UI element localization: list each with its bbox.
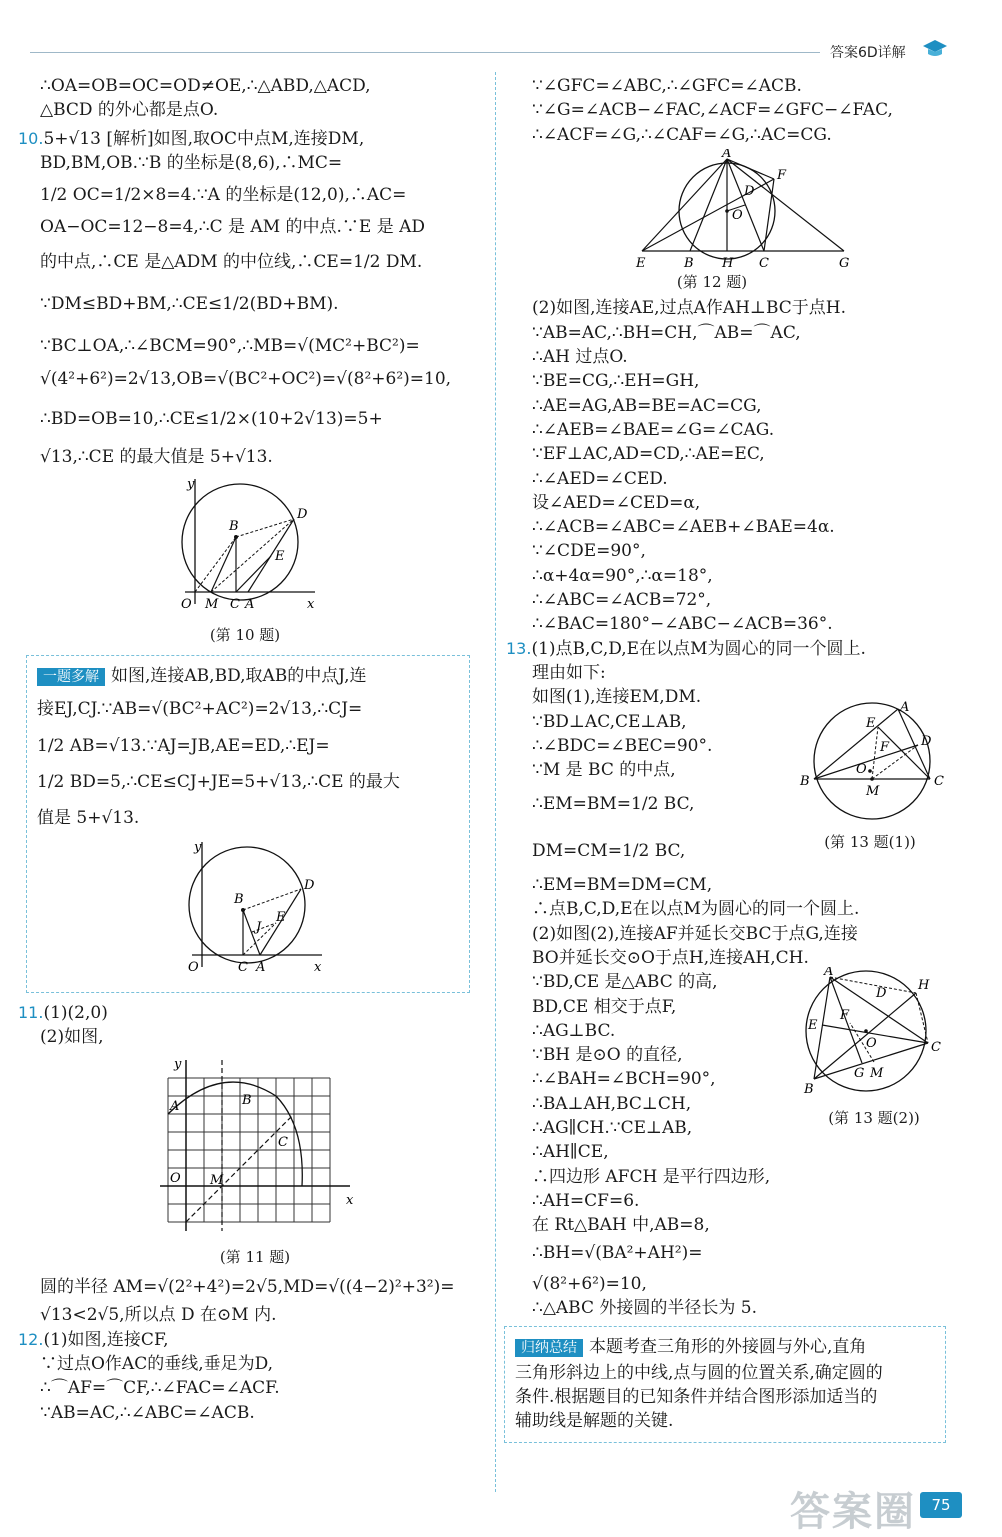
text-line: (2)如图, (40, 1027, 104, 1048)
text-line: ∴⌒AF=⌒CF,∴∠FAC=∠ACF. (40, 1378, 280, 1399)
text-line: ∵BD,CE 是△ABC 的高, (532, 972, 718, 993)
alternative-solution-box (26, 655, 470, 993)
label-d: D (921, 733, 932, 749)
text-line: 如图,连接AB,BD,取AB的中点J,连 (111, 666, 367, 687)
label-o: O (188, 959, 199, 975)
text-line: 1/2 OC=1/2×8=4.∵A 的坐标是(12,0),∴AC= (40, 185, 407, 206)
q9-tail (40, 74, 480, 123)
text-line: √(4²+6²)=2√13,OB=√(BC²+OC²)=√(8²+6²)=10, (40, 368, 452, 389)
box-tag: 归纳总结 (515, 1339, 583, 1357)
text-line: 设∠AED=∠CED=α, (532, 492, 701, 513)
label-y: y (187, 476, 195, 492)
question-number: 12. (18, 1329, 44, 1349)
text-line: ∴点B,C,D,E在以点M为圆心的同一个圆上. (532, 899, 860, 920)
text-line: OA−OC=12−8=4,∴C 是 AM 的中点.∵E 是 AD (40, 217, 426, 238)
text-line: ∵EF⊥AC,AD=CD,∴AE=EC, (532, 444, 765, 465)
label-e: E (808, 1017, 818, 1033)
text-line: ∴EM=BM=1/2 BC, (532, 794, 695, 815)
figure-13-2 (794, 967, 954, 1131)
label-a: A (722, 148, 732, 161)
figure-12 (632, 149, 952, 295)
question-number: 11. (18, 1002, 44, 1022)
label-b: B (800, 773, 810, 789)
text-line: ∵DM≤BD+BM,∴CE≤1/2(BD+BM). (40, 294, 339, 315)
text-line: 值是 5+√13. (37, 808, 140, 829)
text-line: ∵∠G=∠ACB−∠FAC,∠ACF=∠GFC−∠FAC, (532, 100, 893, 121)
label-d: D (304, 877, 315, 893)
text-line: ∵AB=AC,∴∠ABC=∠ACB. (40, 1402, 255, 1423)
label-f: F (880, 739, 890, 755)
label-o: O (732, 207, 743, 223)
text-line: 圆的半径 AM=√(2²+4²)=2√5,MD=√((4−2)²+3²)= (40, 1277, 455, 1298)
text-line: ∴EM=BM=DM=CM, (532, 875, 713, 896)
text-line: 三角形斜边上的中线,点与圆的位置关系,确定圆的 (515, 1362, 883, 1383)
text-line: ∴∠AEB=∠BAE=∠G=∠CAG. (532, 419, 775, 440)
graduation-cap-icon (922, 38, 948, 60)
text-line: ∴AH=CF=6. (532, 1190, 640, 1211)
text-line: ∵M 是 BC 的中点, (532, 760, 676, 781)
text-line: 辅助线是解题的关键. (515, 1411, 674, 1432)
label-e: E (866, 715, 876, 731)
figure-11-svg (150, 1056, 360, 1236)
label-y: y (194, 839, 202, 855)
page-number: 75 (920, 1492, 962, 1518)
text-line: ∴∠BAC=180°−∠ABC−∠ACB=36°. (532, 614, 833, 635)
box-tag: 一题多解 (37, 668, 105, 686)
label-b: B (234, 891, 244, 907)
label-m: M (205, 596, 219, 612)
figure-13-1 (790, 701, 950, 855)
text-line: BD,CE 相交于点F, (532, 996, 677, 1017)
label-a: A (245, 596, 255, 612)
label-d: D (876, 985, 887, 1001)
label-j: J (256, 919, 262, 935)
text-line: ∵BD⊥AC,CE⊥AB, (532, 711, 687, 732)
text-line: BO并延长交⊙O于点H,连接AH,CH. (532, 947, 809, 968)
text-line: ∴四边形 AFCH 是平行四边形, (532, 1166, 771, 1187)
label-g: G (839, 255, 850, 269)
label-c: C (934, 773, 944, 789)
label-c: C (759, 255, 769, 269)
label-b: B (229, 518, 239, 534)
label-x: x (307, 596, 315, 612)
figure-12-svg (632, 149, 862, 269)
q10 (18, 127, 480, 470)
text-line: 1/2 BD=5,∴CE≤CJ+JE=5+√13,∴CE 的最大 (37, 772, 400, 793)
text-line: ∴OA=OB=OC=OD≠OE,∴△ABD,△ACD, (40, 76, 371, 96)
text-line: ∴AG⊥BC. (532, 1020, 616, 1041)
label-f: F (777, 167, 787, 183)
summary-box (504, 1326, 946, 1442)
text-line: √(8²+6²)=10, (532, 1273, 647, 1294)
label-c: C (238, 959, 248, 975)
text-line: ∴AH∥CE, (532, 1142, 609, 1163)
figure-10 (165, 474, 480, 648)
label-c: C (278, 1134, 288, 1150)
text-line: √13,∴CE 的最大值是 5+√13. (40, 447, 273, 468)
label-h: H (722, 255, 734, 269)
question-number: 10. (18, 128, 44, 148)
text-line: ∴∠ACB=∠ABC=∠AEB+∠BAE=4α. (532, 517, 835, 538)
label-b: B (804, 1081, 814, 1097)
text-line: 理由如下: (532, 662, 606, 683)
label-g: G (854, 1065, 865, 1081)
text-line: ∴BD=OB=10,∴CE≤1/2×(10+2√13)=5+ (40, 408, 383, 429)
text-line: (1)(2,0) (43, 1002, 108, 1023)
text-line: ∴∠ACF=∠G,∴∠CAF=∠G,∴AC=CG. (532, 124, 832, 145)
label-a: A (900, 700, 910, 715)
figure-11 (150, 1056, 480, 1270)
watermark: 答案圈 (790, 1489, 916, 1535)
text-line: ∴α+4α=90°,∴α=18°, (532, 565, 713, 586)
text-line: ∴∠BAH=∠BCH=90°, (532, 1069, 716, 1090)
text-line: ∴AG∥CH.∵CE⊥AB, (532, 1117, 693, 1138)
text-line: (2)如图(2),连接AF并延长交BC于点G,连接 (532, 923, 858, 944)
text-line: ∴BH=√(BA²+AH²)= (532, 1243, 703, 1264)
label-m: M (210, 1172, 224, 1188)
label-e: E (276, 909, 286, 925)
question-number: 13. (506, 638, 532, 658)
label-m: M (870, 1065, 884, 1081)
text-line: △BCD 的外心都是点O. (40, 100, 219, 121)
text-line: 本题考查三角形的外接圆与外心,直角 (589, 1337, 867, 1358)
header-rule (30, 52, 820, 53)
figure-10-alt-svg (172, 837, 332, 977)
q12-part2 (532, 296, 952, 636)
q11-tail (40, 1275, 480, 1328)
label-x: x (314, 959, 322, 975)
text-line: ∴∠BDC=∠BEC=90°. (532, 735, 713, 756)
text-line: ∵∠GFC=∠ABC,∴∠GFC=∠ACB. (532, 76, 802, 96)
label-c: C (931, 1039, 941, 1055)
label-a: A (170, 1098, 180, 1114)
figure-10-svg (165, 474, 325, 614)
label-h: H (918, 977, 930, 993)
text-line: DM=CM=1/2 BC, (532, 840, 686, 861)
text-line: ∴∠AED=∠CED. (532, 468, 668, 489)
text-line: ∴AH 过点O. (532, 347, 628, 368)
text-line: (1)如图,连接CF, (43, 1329, 169, 1350)
text-line: ∵BC⊥OA,∴∠BCM=90°,∴MB=√(MC²+BC²)= (40, 336, 420, 357)
label-m: M (866, 783, 880, 799)
label-o: O (866, 1035, 877, 1051)
text-line: ∵BH 是⊙O 的直径, (532, 1045, 683, 1066)
column-divider (495, 72, 496, 1492)
label-a: A (256, 959, 266, 975)
text-line: 在 Rt△BAH 中,AB=8, (532, 1215, 710, 1236)
figure-13-2-svg (794, 967, 944, 1097)
figure-11-caption: (第 11 题) (219, 1247, 291, 1266)
q12-continued (532, 74, 952, 147)
figure-10-caption: (第 10 题) (209, 625, 281, 644)
text-line: 条件.根据题目的已知条件并结合图形添加适当的 (515, 1386, 878, 1407)
label-y: y (174, 1056, 182, 1072)
right-column (506, 74, 952, 1451)
label-e: E (636, 255, 646, 269)
text-line: 接EJ,CJ.∵AB=√(BC²+AC²)=2√13,∴CJ= (37, 699, 363, 720)
figure-13-1-svg (790, 701, 950, 821)
label-o: O (856, 761, 867, 777)
text-line: ∴△ABC 外接圆的半径长为 5. (532, 1298, 758, 1319)
text-line: 如图(1),连接EM,DM. (532, 687, 702, 708)
label-b: B (242, 1092, 252, 1108)
label-o: O (170, 1170, 181, 1186)
label-x: x (346, 1192, 354, 1208)
label-b: B (684, 255, 694, 269)
figure-12-caption: (第 12 题) (676, 273, 748, 292)
text-line: ∵∠CDE=90°, (532, 541, 646, 562)
text-line: ∴BA⊥AH,BC⊥CH, (532, 1093, 692, 1114)
q12 (18, 1328, 480, 1425)
text-line: ∵BE=CG,∴EH=GH, (532, 371, 700, 392)
text-line: ∴∠ABC=∠ACB=72°, (532, 590, 712, 611)
text-line: BD,BM,OB.∵B 的坐标是(8,6),∴MC= (40, 152, 343, 173)
label-f: F (840, 1007, 850, 1023)
label-o: O (181, 596, 192, 612)
text-line: 1/2 AB=√13.∵AJ=JB,AE=ED,∴EJ= (37, 735, 330, 756)
left-column (18, 74, 480, 1425)
text-line: 5+√13 [解析]如图,取OC中点M,连接DM, (43, 128, 365, 149)
figure-13-2-caption: (第 13 题(2)) (828, 1108, 920, 1127)
label-d: D (744, 183, 755, 199)
header-tag: 答案6D详解 (830, 45, 906, 61)
text-line: √13<2√5,所以点 D 在⊙M 内. (40, 1305, 277, 1326)
q11 (18, 1001, 480, 1050)
text-line: 的中点,∴CE 是△ADM 的中位线,∴CE=1/2 DM. (40, 251, 423, 272)
text-line: ∴AE=AG,AB=BE=AC=CG, (532, 395, 762, 416)
text-line: ∵过点O作AC的垂线,垂足为D, (40, 1354, 274, 1375)
text-line: (2)如图,连接AE,过点A作AH⊥BC于点H. (532, 298, 846, 319)
figure-13-1-caption: (第 13 题(1)) (824, 832, 916, 851)
label-c: C (230, 596, 240, 612)
q13 (506, 637, 952, 1321)
label-d: D (297, 506, 308, 522)
label-a: A (824, 966, 834, 979)
label-e: E (275, 548, 285, 564)
text-line: (1)点B,C,D,E在以点M为圆心的同一个圆上. (531, 638, 866, 659)
text-line: ∵AB=AC,∴BH=CH,⌒AB=⌒AC, (532, 322, 801, 343)
